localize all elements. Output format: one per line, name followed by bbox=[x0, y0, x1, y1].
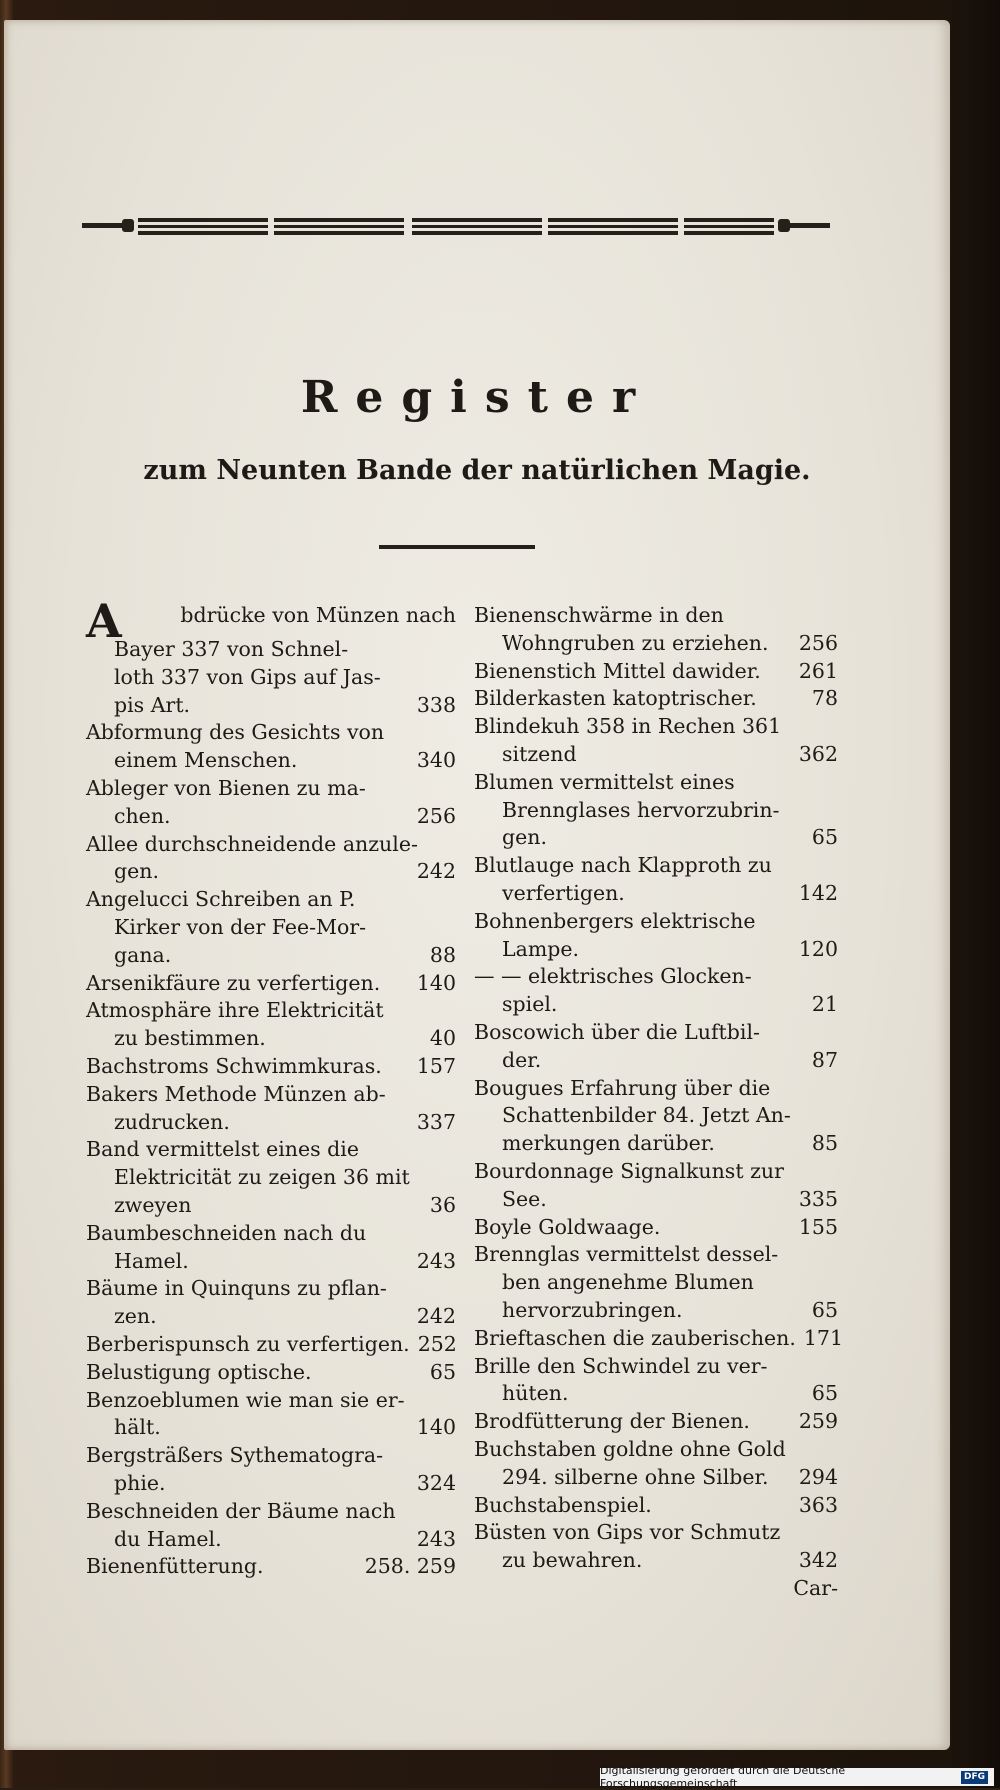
entry-text: Brieftaschen die zauberischen. bbox=[474, 1325, 796, 1350]
entry-text: hervorzubringen. bbox=[502, 1297, 683, 1322]
entry-text: Bougues Erfahrung über die bbox=[474, 1075, 771, 1100]
index-entry bbox=[474, 1214, 838, 1242]
entry-text: Benzoeblumen wie man sie er- bbox=[86, 1387, 405, 1412]
index-entry bbox=[86, 1359, 456, 1387]
index-entry bbox=[86, 831, 456, 887]
entry-page-number: 342 bbox=[798, 1548, 838, 1573]
digitization-footer bbox=[600, 1764, 994, 1790]
entry-text: Brodfütterung der Bienen. bbox=[474, 1409, 750, 1434]
index-entry bbox=[474, 1492, 838, 1520]
footer-text: Digitalisierung gefördert durch die Deutsche Forschungsgemeinschaft bbox=[600, 1764, 846, 1790]
entry-page-number: 335 bbox=[798, 1186, 838, 1211]
entry-text: Abformung des Gesichts von bbox=[86, 720, 385, 745]
entry-page-number: 140 bbox=[416, 1415, 456, 1440]
entry-page-number: 362 bbox=[798, 741, 838, 766]
index-entry bbox=[474, 1519, 838, 1575]
entry-text: gen. bbox=[114, 859, 159, 884]
entry-text: Ableger von Bienen zu ma- bbox=[86, 775, 366, 800]
index-entry bbox=[474, 1325, 844, 1353]
entry-text: Blutlauge nach Klapproth zu bbox=[474, 853, 772, 878]
index-entry bbox=[474, 1353, 838, 1409]
entry-text: Bakers Methode Münzen ab- bbox=[86, 1081, 386, 1106]
index-column-right bbox=[474, 602, 844, 1603]
index-entry bbox=[474, 602, 838, 658]
index-entry bbox=[86, 1136, 456, 1219]
entry-page-number: 157 bbox=[416, 1053, 456, 1078]
entry-text: hält. bbox=[114, 1415, 161, 1440]
index-entry bbox=[86, 1331, 456, 1359]
page-title: Register bbox=[300, 372, 654, 423]
entry-text: Belustigung optische. bbox=[86, 1359, 312, 1384]
entry-text: Atmosphäre ihre Elektricität bbox=[86, 998, 384, 1023]
entry-text: Bienenschwärme in den bbox=[474, 603, 724, 627]
entry-page-number: 140 bbox=[416, 970, 456, 995]
index-entry bbox=[86, 775, 456, 831]
entry-page-number: 142 bbox=[798, 880, 838, 905]
entry-text: Schattenbilder 84. Jetzt An- bbox=[502, 1103, 791, 1128]
entry-text: der. bbox=[502, 1047, 542, 1072]
entry-text: Blumen vermittelst eines bbox=[474, 769, 735, 794]
entry-text: Bachstroms Schwimmkuras. bbox=[86, 1053, 382, 1078]
entry-page-number: 85 bbox=[811, 1131, 838, 1156]
entry-text: Büsten von Gips vor Schmutz bbox=[474, 1520, 781, 1545]
entry-text: einem Menschen. bbox=[114, 748, 298, 773]
index-entry bbox=[86, 1387, 456, 1443]
index-entry bbox=[474, 852, 838, 908]
title-divider bbox=[379, 545, 535, 549]
index-entry bbox=[474, 769, 838, 852]
entry-page-number: 252 bbox=[417, 1331, 457, 1356]
index-entry bbox=[474, 1075, 838, 1158]
index-entry bbox=[86, 970, 456, 998]
entry-text: Allee durchschneidende anzule- bbox=[86, 831, 418, 856]
index-entry bbox=[86, 1553, 456, 1581]
entry-text: Baumbeschneiden nach du bbox=[86, 1220, 367, 1245]
entry-text: Wohngruben zu erziehen. bbox=[502, 630, 769, 655]
entry-text: Bourdonnage Signalkunst zur bbox=[474, 1158, 784, 1183]
index-entry bbox=[474, 908, 838, 964]
entry-text: Blindekuh 358 in Rechen 361 bbox=[474, 714, 782, 739]
entry-text: Buchstaben goldne ohne Gold bbox=[474, 1436, 786, 1461]
index-entry bbox=[474, 685, 838, 713]
entry-text: verfertigen. bbox=[502, 880, 625, 905]
entry-text: Hamel. bbox=[114, 1248, 189, 1273]
entry-page-number: 21 bbox=[811, 992, 838, 1017]
entry-page-number: 87 bbox=[811, 1047, 838, 1072]
index-entry bbox=[474, 1241, 838, 1324]
entry-page-number: 324 bbox=[416, 1470, 456, 1495]
entry-text: spiel. bbox=[502, 992, 558, 1017]
entry-text: gen. bbox=[502, 825, 547, 850]
entry-page-number: 338 bbox=[416, 692, 456, 717]
entry-text: — — elektrisches Glocken- bbox=[474, 964, 752, 989]
entry-text: See. bbox=[502, 1186, 547, 1211]
entry-text: zweyen bbox=[114, 1192, 192, 1217]
entry-page-number: 242 bbox=[416, 1304, 456, 1329]
entry-page-number: 78 bbox=[811, 686, 838, 711]
entry-text: Band vermittelst eines die bbox=[86, 1137, 359, 1162]
entry-page-number: 259 bbox=[798, 1409, 838, 1434]
entry-page-number: 65 bbox=[811, 1381, 838, 1406]
entry-page-number: 243 bbox=[416, 1248, 456, 1273]
entry-text: du Hamel. bbox=[114, 1526, 222, 1551]
entry-page-number: 256 bbox=[798, 630, 838, 655]
entry-text: loth 337 von Gips auf Jas- bbox=[114, 664, 381, 689]
entry-text: chen. bbox=[114, 803, 171, 828]
entry-text: zudrucken. bbox=[114, 1109, 230, 1134]
index-entry bbox=[86, 1081, 456, 1137]
index-entry bbox=[86, 1498, 456, 1554]
entry-text: Kirker von der Fee-Mor- bbox=[114, 914, 367, 939]
index-entry bbox=[86, 1442, 456, 1498]
entry-text: zu bewahren. bbox=[502, 1548, 643, 1573]
entry-text: sitzend bbox=[502, 741, 577, 766]
entry-text: Bienenfütterung. bbox=[86, 1554, 264, 1579]
entry-text: Bergsträßers Sythematogra- bbox=[86, 1443, 384, 1468]
catchword: Car- bbox=[793, 1575, 838, 1600]
entry-text: Buchstabenspiel. bbox=[474, 1492, 652, 1517]
page-subtitle: zum Neunten Bande der natürlichen Magie. bbox=[143, 455, 811, 486]
entry-page-number: 40 bbox=[429, 1026, 456, 1051]
entry-text: Bayer 337 von Schnel- bbox=[114, 637, 349, 661]
entry-page-number: 36 bbox=[429, 1192, 456, 1217]
index-entry bbox=[474, 1158, 838, 1214]
entry-text: ben angenehme Blumen bbox=[502, 1270, 754, 1295]
index-entry bbox=[474, 658, 838, 686]
index-entry bbox=[86, 886, 456, 969]
entry-page-number: 242 bbox=[416, 859, 456, 884]
entry-text: Elektricität zu zeigen 36 mit bbox=[114, 1165, 410, 1190]
entry-text: merkungen darüber. bbox=[502, 1131, 715, 1156]
drop-cap: A bbox=[86, 594, 122, 648]
entry-text: Beschneiden der Bäume nach bbox=[86, 1498, 396, 1523]
entry-text: Lampe. bbox=[502, 936, 580, 961]
index-entry bbox=[86, 1275, 456, 1331]
index-entry bbox=[474, 1019, 838, 1075]
entry-text: Boyle Goldwaage. bbox=[474, 1214, 661, 1239]
entry-text: hüten. bbox=[502, 1381, 569, 1406]
entry-page-number: 256 bbox=[416, 803, 456, 828]
index-entry bbox=[86, 594, 456, 719]
entry-page-number: 65 bbox=[429, 1359, 456, 1384]
entry-text: zu bestimmen. bbox=[114, 1026, 266, 1051]
entry-text: Angelucci Schreiben an P. bbox=[86, 887, 356, 912]
entry-text: pis Art. bbox=[114, 692, 191, 717]
entry-text: Brennglas vermittelst dessel- bbox=[474, 1242, 779, 1267]
entry-page-number: 337 bbox=[416, 1109, 456, 1134]
entry-text: bdrücke von Münzen nach bbox=[180, 603, 456, 627]
entry-text: Boscowich über die Luftbil- bbox=[474, 1019, 760, 1044]
index-entry bbox=[474, 1408, 838, 1436]
entry-text: Bilderkasten katoptrischer. bbox=[474, 686, 757, 711]
index-entry bbox=[474, 713, 838, 769]
entry-page-number: 243 bbox=[416, 1526, 456, 1551]
index-entry bbox=[86, 997, 456, 1053]
index-entry bbox=[86, 719, 456, 775]
entry-page-number: 120 bbox=[798, 936, 838, 961]
entry-page-number: 340 bbox=[416, 748, 456, 773]
dfg-logo: DFG bbox=[961, 1771, 988, 1784]
entry-text: Bohnenbergers elektrische bbox=[474, 908, 756, 933]
index-column-left bbox=[86, 594, 457, 1581]
index-entry bbox=[86, 1053, 456, 1081]
entry-page-number: 88 bbox=[429, 942, 456, 967]
entry-text: Brennglases hervorzubrin- bbox=[502, 797, 780, 822]
entry-text: Bäume in Quinquns zu pflan- bbox=[86, 1276, 387, 1301]
entry-text: Berberispunsch zu verfertigen. bbox=[86, 1331, 410, 1356]
entry-page-number: 65 bbox=[811, 825, 838, 850]
entry-page-number: 65 bbox=[811, 1297, 838, 1322]
entry-text: gana. bbox=[114, 942, 172, 967]
entry-page-number: 294 bbox=[798, 1464, 838, 1489]
entry-text: Bienenstich Mittel dawider. bbox=[474, 658, 761, 683]
index-entry bbox=[474, 963, 838, 1019]
entry-page-number: 258. 259 bbox=[364, 1554, 456, 1579]
entry-text: Brille den Schwindel zu ver- bbox=[474, 1353, 768, 1378]
ornament-rule bbox=[82, 214, 832, 240]
index-entry bbox=[86, 1220, 456, 1276]
index-entry bbox=[474, 1436, 838, 1492]
entry-text: 294. silberne ohne Silber. bbox=[502, 1464, 769, 1489]
entry-text: phie. bbox=[114, 1470, 166, 1495]
book-page bbox=[4, 20, 950, 1750]
entry-page-number: 171 bbox=[803, 1325, 844, 1350]
entry-text: zen. bbox=[114, 1304, 157, 1329]
entry-page-number: 363 bbox=[798, 1492, 838, 1517]
entry-text: Arsenikfäure zu verfertigen. bbox=[86, 970, 381, 995]
entry-page-number: 155 bbox=[798, 1214, 838, 1239]
entry-page-number: 261 bbox=[798, 658, 838, 683]
